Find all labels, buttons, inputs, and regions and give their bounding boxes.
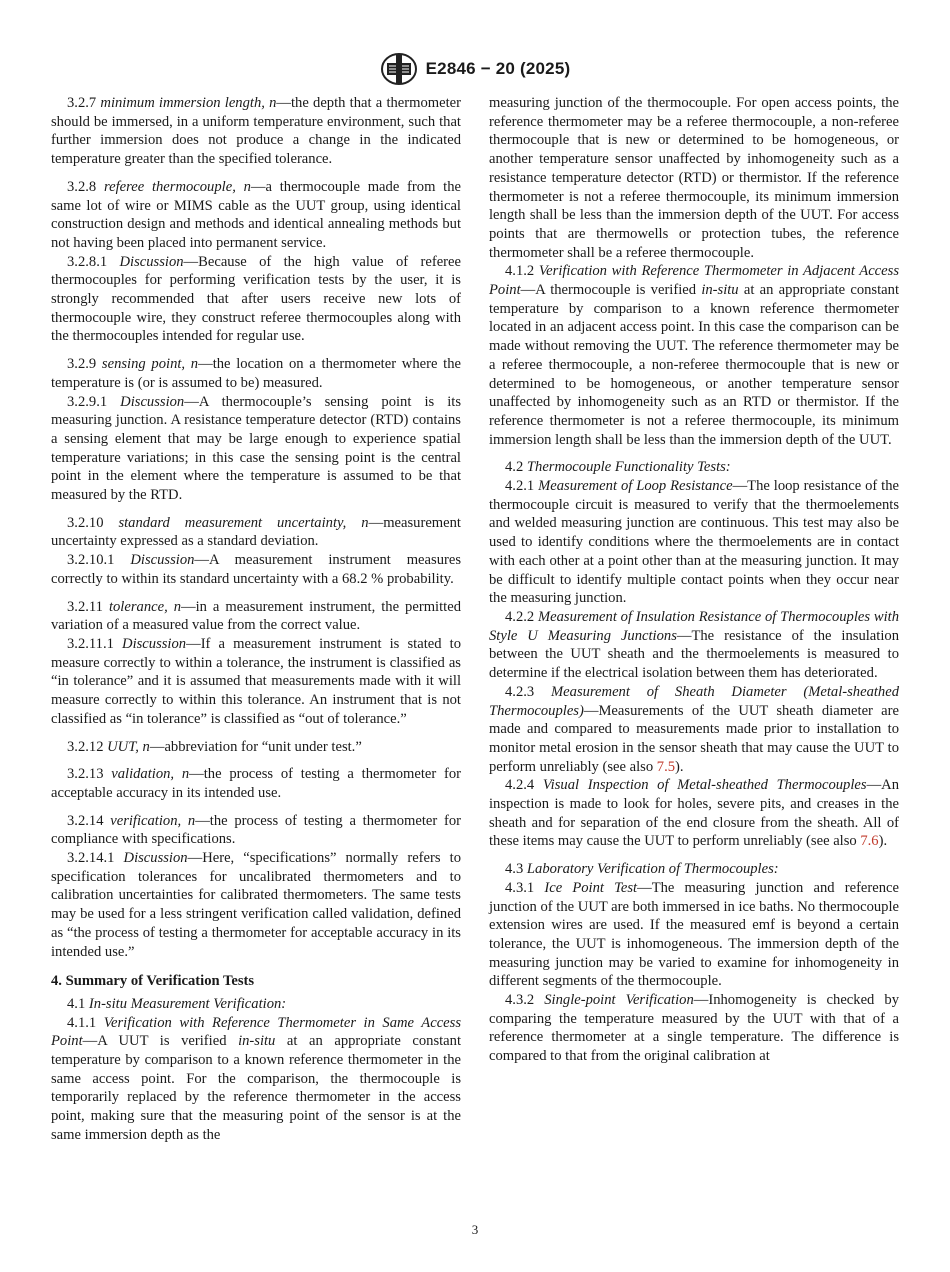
astm-logo-icon — [380, 52, 418, 86]
definition-3-2-9: 3.2.9 sensing point, n—the location on a thermometer where the temperature is (or is assumed to be) measured. — [51, 356, 461, 391]
section-4-heading: 4. Summary of Verification Tests — [51, 973, 255, 990]
discussion-3-2-11-1: 3.2.11.1 Discussion—If a measurement instrument is stated to measure correctly to within a tolerance, the instrument is classified as “in tolerance” and it is assumed that measurements made with it will measure correctly to within this tolerance. An instrument that is not classified as “in tolerance” is classified as “out of tolerance.” — [51, 635, 462, 727]
discussion-3-2-10-1: 3.2.10.1 Discussion—A measurement instrument measures correctly to within its standard uncertainty with a 68.2 % probability. — [51, 552, 462, 587]
definition-3-2-8: 3.2.8 referee thermocouple, n—a thermocouple made from the same lot of wire or MIMS cable as the UUT group, using identical construction design and methods and identical annealing methods but not having been placed into permanent service. — [51, 178, 462, 251]
xref-7-6-link[interactable]: 7.6 — [860, 833, 879, 850]
section-4-2: 4.2 Thermocouple Functionality Tests: — [505, 459, 731, 476]
section-4-2-3: 4.2.3 Measurement of Sheath Diameter (Metal-sheathed Thermocouples)—Measurements of the UUT sheath diameter are made and compared to measurements made prior to installation to monitor metal erosion in the sensor sheath that may cause the UUT to perform unreliably (see also 7.5). — [489, 683, 900, 775]
definition-3-2-11: 3.2.11 tolerance, n—in a measurement instrument, the permitted variation of a measured value from the correct value. — [51, 598, 461, 634]
definition-3-2-14: 3.2.14 verification, n—the process of testing a thermometer for compliance with specifications. — [51, 812, 461, 848]
left-column — [51, 94, 461, 1145]
section-4-3-2: 4.3.2 Single-point Verification—Inhomogeneity is checked by comparing the temperature measured by the UUT with that of a reference thermometer at a single temperature. The difference is compared to that from the original calibration at — [489, 992, 899, 1065]
section-4-3-1: 4.3.1 Ice Point Test—The measuring junction and reference junction of the UUT are both immersed in ice baths. No thermocouple extension wires are used. If the measured emf is beyond a certain tolerance, the UUT is inhomogeneous. The immersion depth of the measuring junction may be varied to examine for inhomogeneity in different segments of the thermocouple. — [489, 879, 899, 990]
section-4-1-2: 4.1.2 Verification with Reference Thermometer in Adjacent Access Point—A thermocouple is verified in-situ at an appropriate constant temperature by comparison to a known reference thermometer located in an adjacent access point. In this case the comparison can be made without removing the UUT. The reference thermometer may be a referee thermocouple, a non-referee thermocouple that is new or determined to be homogeneous, or another temperature sensor unaffected by inhomogeneity such as an RTD or thermistor. If the reference thermometer is not a referee thermocouple, its minimum immersion length shall be less than the immersion depth of the UUT. — [489, 263, 899, 448]
right-column — [489, 94, 899, 1066]
discussion-3-2-14-1: 3.2.14.1 Discussion—Here, “specifications” normally refers to specification tolerances for uncalibrated thermometers and to calibration uncertainties for calibrated thermometers. The same tests may be used for a less stringent verification called validation, defined as “the process of testing a thermometer for acceptable accuracy in its intended use.” — [51, 850, 461, 960]
document-id: E2846 − 20 (2025) — [425, 59, 571, 78]
definition-3-2-13: 3.2.13 validation, n—the process of testing a thermometer for acceptable accuracy in its intended use. — [51, 766, 461, 801]
section-4-2-2: 4.2.2 Measurement of Insulation Resistance of Thermocouples with Style U Measuring Junctions—The resistance of the insulation between the UUT sheath and the thermoelements is measured to determine if the electrical isolation between them has deteriorated. — [489, 608, 899, 682]
section-4-1-1-continued: measuring junction of the thermocouple. For open access points, the reference thermometer may be a referee thermocouple, a non-referee thermocouple that is new or determined to be homogeneous, or another temperature sensor unaffected by inhomogeneity such as a resistance temperature detector (RTD) or thermistor. If the reference thermometer is not a referee thermocouple, its minimum immersion length shall be less than the immersion depth of the UUT. For access points that are thermowells or protection tubes, the reference thermometer shall be a referee thermocouple. — [489, 95, 899, 261]
definition-3-2-12: 3.2.12 UUT, n—abbreviation for “unit under test.” — [67, 738, 362, 755]
section-4-2-1: 4.2.1 Measurement of Loop Resistance—The loop resistance of the thermocouple circuit is measured to verify that the thermoelements and welded measuring junction are continuous. This test may also be used to identify conditions where the thermoelements are in contact with each other at a point other than at the measuring junction. It may be difficult to identify multiple contact points when they occur near the measuring junction. — [489, 478, 900, 607]
definition-3-2-10: 3.2.10 standard measurement uncertainty, n—measurement uncertainty expressed as a standard deviation. — [51, 514, 461, 550]
section-4-1: 4.1 In-situ Measurement Verification: — [67, 995, 287, 1012]
page-header — [0, 52, 950, 86]
discussion-3-2-8-1: 3.2.8.1 Discussion—Because of the high value of referee thermocouples for performing verification tests by the user, it is strongly recommended that after users receive new lots of thermocouple wire, they construct referee thermocouples along with the thermocouples intended for regular use. — [51, 253, 461, 345]
xref-7-5-link[interactable]: 7.5 — [656, 758, 676, 775]
discussion-3-2-9-1: 3.2.9.1 Discussion—A thermocouple’s sensing point is its measuring junction. A resistance temperature detector (RTD) contains a sensing element that may be large enough to experience spatial temperature variations; in this case the sensing point is the central point in the element where the temperature is assumed to be that measured by the RTD. — [51, 393, 461, 504]
definition-3-2-7: 3.2.7 minimum immersion length, n—the depth that a thermometer should be immersed, in a uniform temperature environment, such that further immersion does not produce a change in the indicated temperature greater than the specified tolerance. — [51, 95, 462, 168]
page-number: 3 — [471, 1222, 479, 1237]
section-4-2-4: 4.2.4 Visual Inspection of Metal-sheathed Thermocouples—An inspection is made to look for holes, severe pits, and creases in the sheath and for separation of the end closure from the sheath. All of these items may cause the UUT to perform unreliably (see also 7.6). — [489, 777, 899, 850]
section-4-1-1: 4.1.1 Verification with Reference Thermometer in Same Access Point—A UUT is verified in-situ at an appropriate constant temperature by comparison to a known reference thermometer in the same access point. For the comparison, the thermocouple is temporarily replaced by the reference thermometer in the access point, making sure that the measuring point of the sensor is at the same immersion depth as the — [51, 1014, 462, 1143]
section-4-3: 4.3 Laboratory Verification of Thermocouples: — [505, 861, 779, 878]
